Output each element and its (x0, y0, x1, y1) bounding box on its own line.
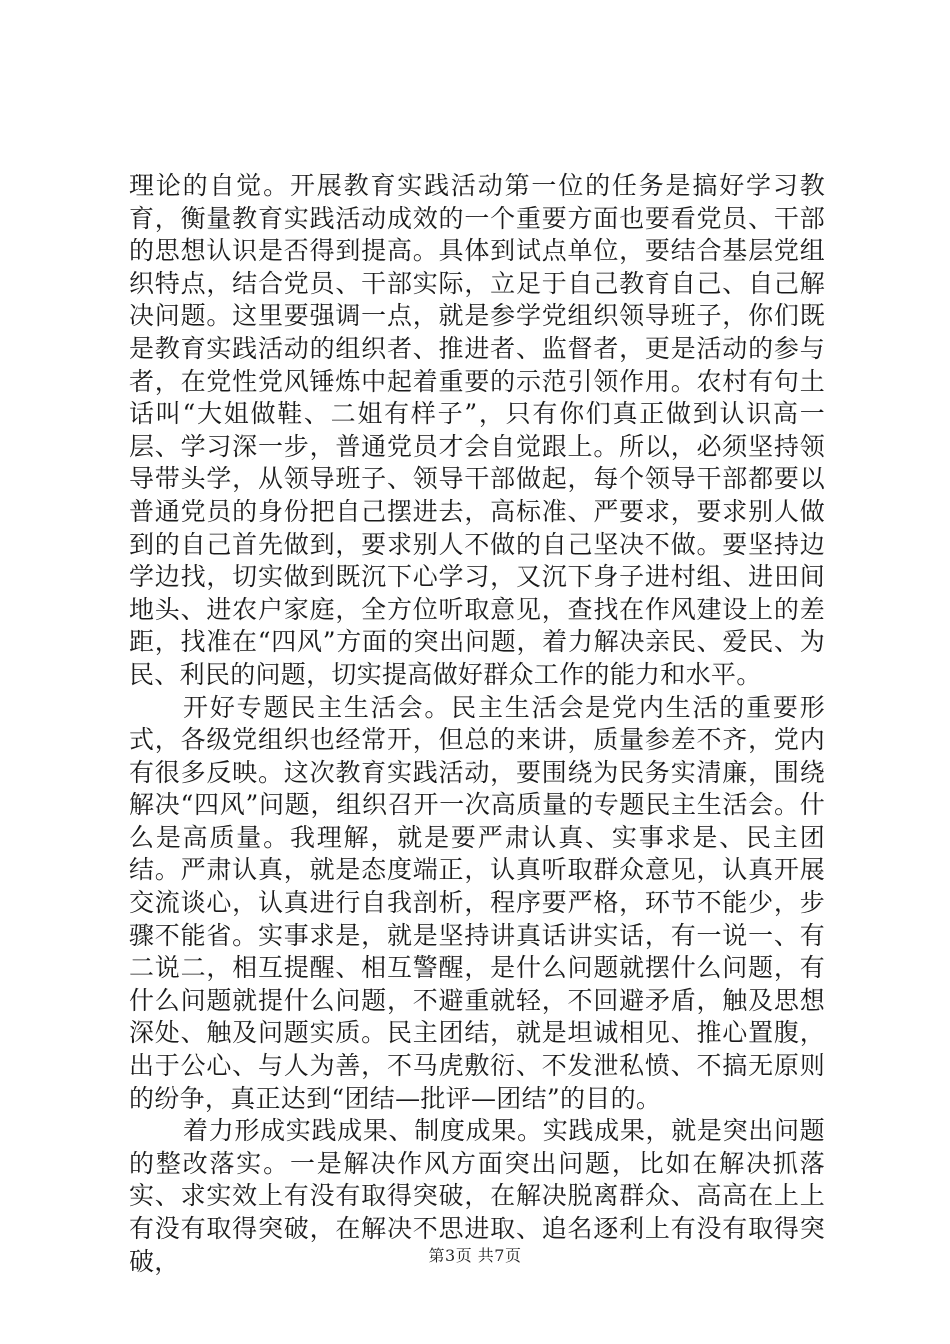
page-number-footer: 第3页 共7页 (428, 1246, 522, 1265)
paragraph-democratic-life-meeting: 开好专题民主生活会。民主生活会是党内生活的重要形式，各级党组织也经常开，但总的来讲，质量参差不齐，党内有很多反映。这次教育实践活动，要围绕为民务实清廉，围绕解决“四风”问题，组织召开一次高质量的专题民主生活会。什么是高质量。我理解，就是要严肃认真、实事求是、民主团结。严肃认真，就是态度端正，认真听取群众意见，认真开展交流谈心，认真进行自我剖析，程序要严格，环节不能少，步骤不能省。实事求是，就是坚持讲真话讲实话，有一说一、有二说二，相互提醒、相互警醒，是什么问题就摆什么问题，有什么问题就提什么问题，不避重就轻，不回避矛盾，触及思想深处、触及问题实质。民主团结，就是坦诚相见、推心置腹，出于公心、与人为善，不马虎敷衍、不发泄私愤、不搞无原则的纷争，真正达到“团结—批评—团结”的目的。 (129, 692, 825, 1113)
paragraph-practice-results: 着力形成实践成果、制度成果。实践成果，就是突出问题的整改落实。一是解决作风方面突出问题，比如在解决抓落实、求实效上有没有取得突破，在解决脱离群众、高高在上上有没有取得突破，在解决不思进取、追名逐利上有没有取得突破， (129, 1116, 825, 1276)
paragraph-continuation: 理论的自觉。开展教育实践活动第一位的任务是搞好学习教育，衡量教育实践活动成效的一个重要方面也要看党员、干部的思想认识是否得到提高。具体到试点单位，要结合基层党组织特点，结合党员、干部实际，立足于自己教育自己、自己解决问题。这里要强调一点，就是参学党组织领导班子，你们既是教育实践活动的组织者、推进者、监督者，更是活动的参与者，在党性党风锤炼中起着重要的示范引领作用。农村有句土话叫“大姐做鞋、二姐有样子”，只有你们真正做到认识高一层、学习深一步，普通党员才会自觉跟上。所以，必须坚持领导带头学，从领导班子、领导干部做起，每个领导干部都要以普通党员的身份把自己摆进去，高标准、严要求，要求别人做到的自己首先做到，要求别人不做的自己坚决不做。要坚持边学边找，切实做到既沉下心学习，又沉下身子进村组、进田间地头、进农户家庭，全方位听取意见，查找在作风建设上的差距，找准在“四风”方面的突出问题，着力解决亲民、爱民、为民、利民的问题，切实提高做好群众工作的能力和水平。 (129, 171, 825, 689)
document-body (129, 170, 825, 1278)
